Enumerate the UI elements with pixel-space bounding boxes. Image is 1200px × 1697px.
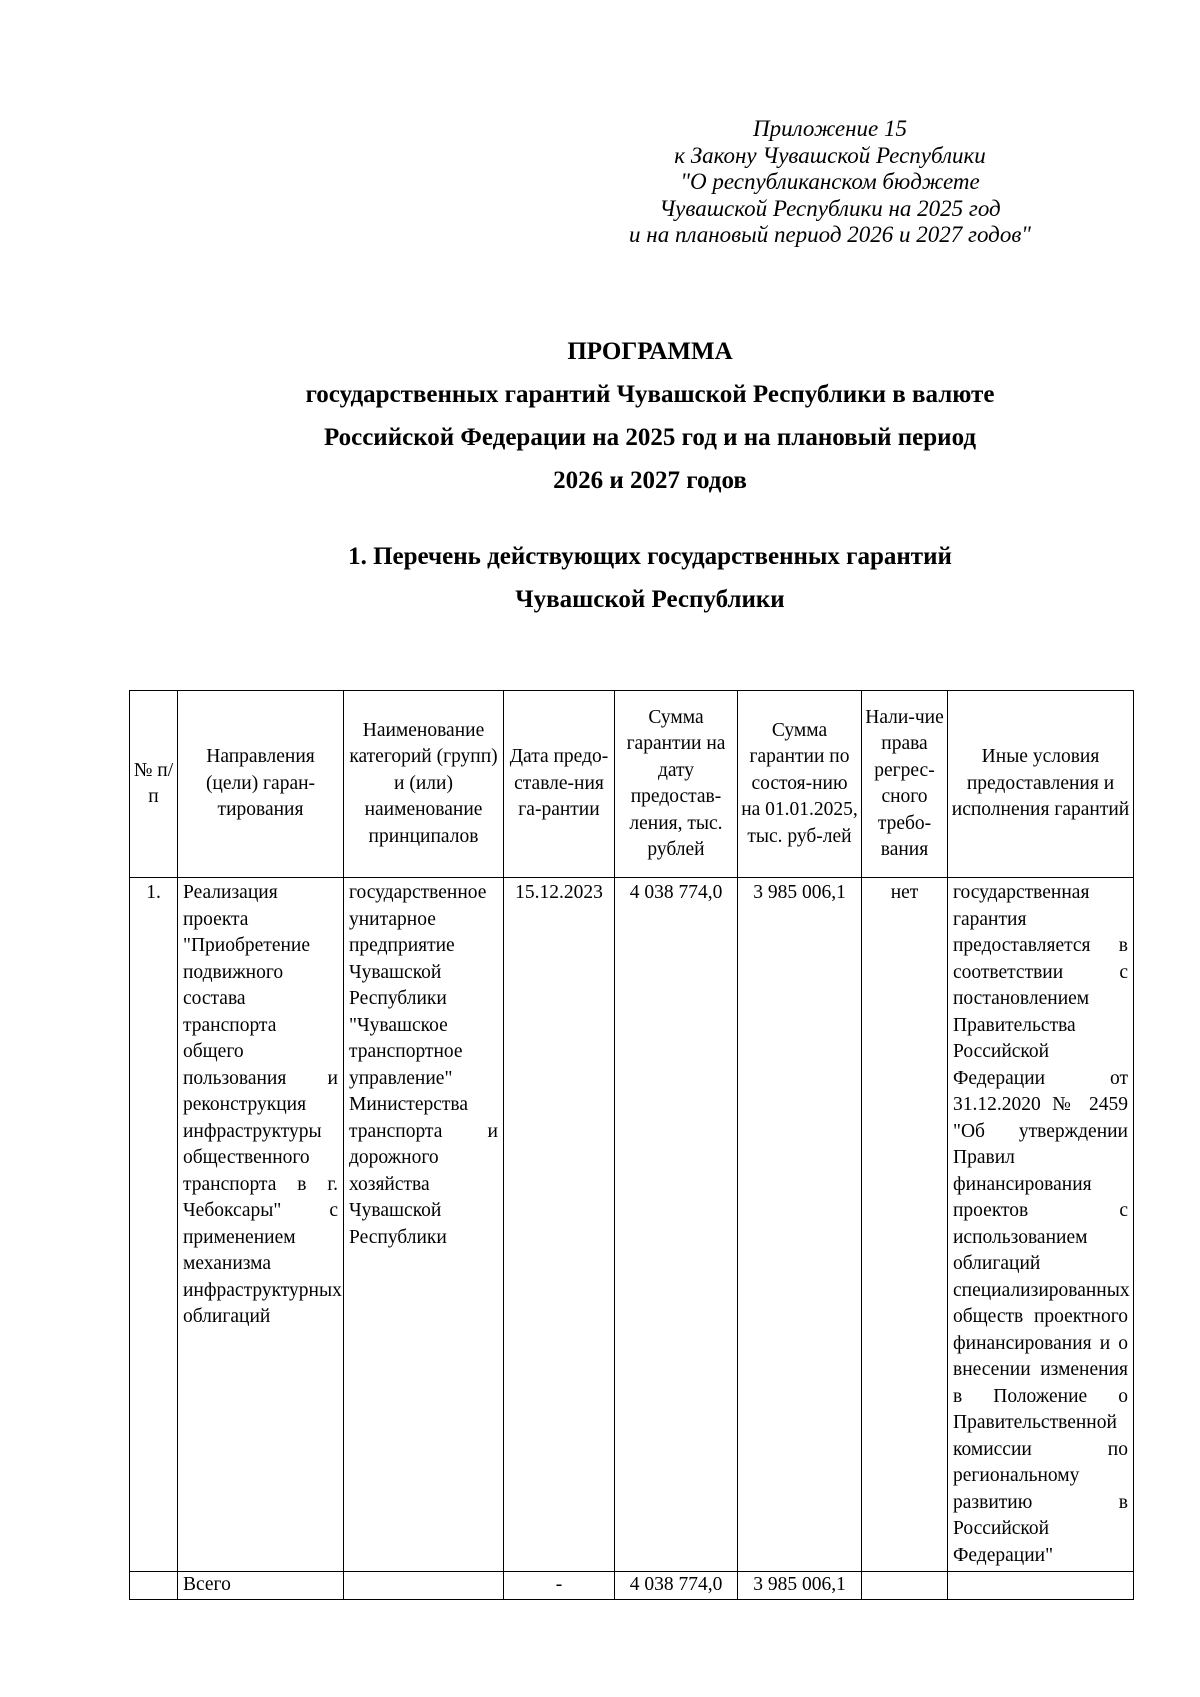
appendix-line: и на плановый период 2026 и 2027 годов" (629, 222, 1031, 247)
appendix-line: к Закону Чувашской Республики (674, 142, 986, 168)
table-row (130, 878, 1134, 1572)
guarantees-table (129, 690, 1134, 1600)
title-line: ПРОГРАММА (567, 338, 733, 365)
total-cell-empty (862, 1572, 948, 1600)
header-conditions: Иные условия предоставления и исполнения гарантий (948, 691, 1134, 878)
cell-amount-current: 3 985 006,1 (738, 878, 862, 1572)
appendix-line: "О республиканском бюджете (680, 169, 980, 194)
title-line: Российской Федерации на 2025 год и на плановый период (323, 424, 977, 451)
header-amount-issue: Сумма гарантии на дату предостав-ления, тыс. рублей (615, 691, 738, 878)
table-header-row (130, 691, 1134, 878)
cell-conditions: государственная гарантия предоставляется в соответствии с постановлением Правительства Российской Федерации от 31.12.2020 № 2459 "Об утверждении Правил финансирования проектов с использованием облигаций специализированных обществ проектного финансирования и о внесении изменения в Положение о Правительственной комиссии по региональному развитию в Российской Федерации" (948, 878, 1134, 1572)
total-amount-current: 3 985 006,1 (738, 1572, 862, 1600)
document-title (120, 330, 1180, 502)
total-cell-empty (130, 1572, 178, 1600)
header-amount-current: Сумма гарантии по состоя-нию на 01.01.2025, тыс. руб-лей (738, 691, 862, 878)
total-label: Всего (178, 1572, 344, 1600)
appendix-line: Приложение 15 (752, 116, 907, 141)
total-cell-empty (948, 1572, 1134, 1600)
total-row (130, 1572, 1134, 1600)
cell-amount-issue: 4 038 774,0 (615, 878, 738, 1572)
section-line: Чувашской Республики (515, 586, 785, 613)
header-date: Дата предо-ставле-ния га-рантии (504, 691, 615, 878)
section-line: 1. Перечень действующих государственных гарантий (348, 543, 952, 570)
cell-principal: государственное унитарное предприятие Чувашской Республики "Чувашское транспортное управление" Министерства транспорта и дорожного хозяйства Чувашской Республики (344, 878, 504, 1572)
header-direction: Направления (цели) гаран-тирования (178, 691, 344, 878)
appendix-line: Чувашской Республики на 2025 год (659, 195, 1001, 221)
title-line: 2026 и 2027 годов (553, 467, 747, 494)
appendix-header (560, 116, 1100, 249)
header-number: № п/п (130, 691, 178, 878)
total-date: - (504, 1572, 615, 1600)
total-cell-empty (344, 1572, 504, 1600)
cell-direction: Реализация проекта "Приобретение подвижного состава транспорта общего пользования и реконструкция инфраструктуры общественного транспорта в г. Чебоксары" с применением механизма инфраструктурных облигаций (178, 878, 344, 1572)
header-regress: Нали-чие права регрес-сного требо-вания (862, 691, 948, 878)
cell-date: 15.12.2023 (504, 878, 615, 1572)
header-principal: Наименование категорий (групп) и (или) наименование принципалов (344, 691, 504, 878)
title-line: государственных гарантий Чувашской Республики в валюте (305, 381, 995, 408)
cell-regress: нет (862, 878, 948, 1572)
total-amount-issue: 4 038 774,0 (615, 1572, 738, 1600)
section-heading (120, 535, 1180, 621)
cell-number: 1. (130, 878, 178, 1572)
